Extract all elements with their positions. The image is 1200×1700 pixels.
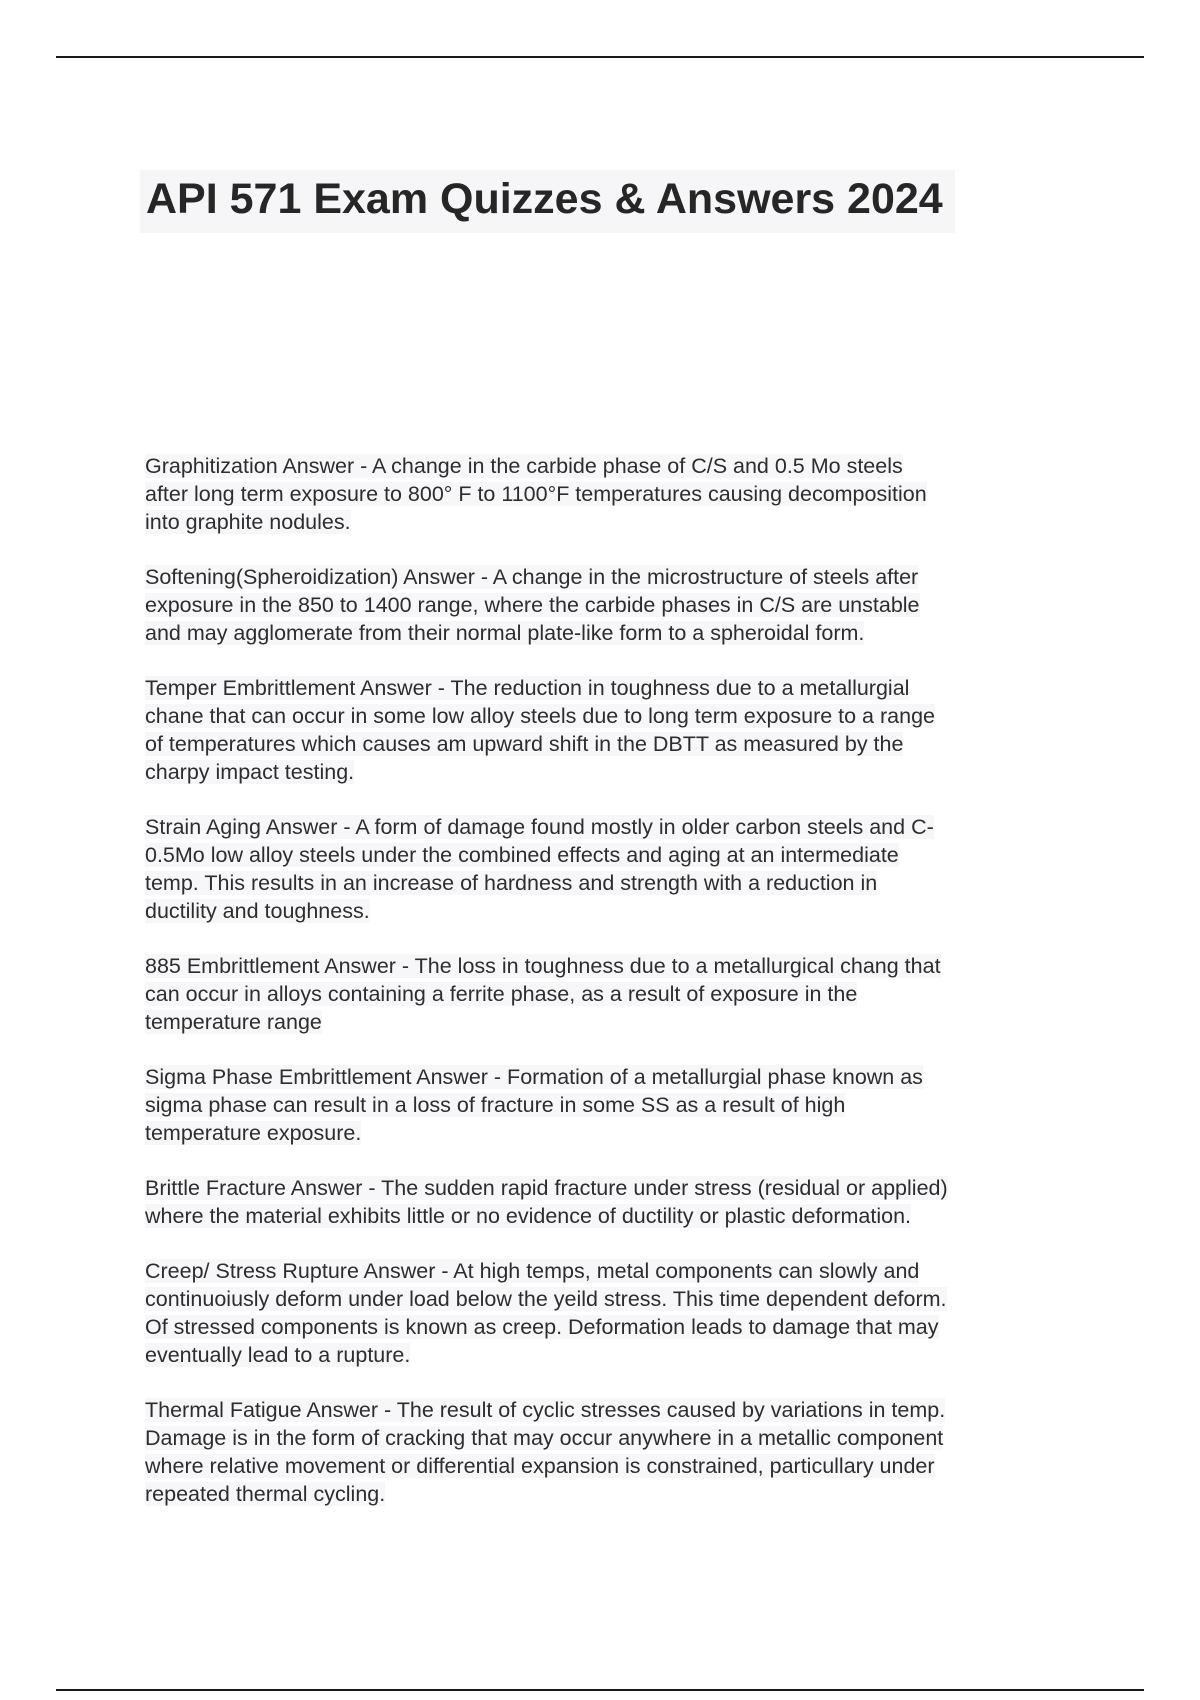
qa-entry-line: ductility and toughness. bbox=[145, 899, 370, 923]
qa-entry-line: Strain Aging Answer - A form of damage found mostly in older carbon steels and C- bbox=[145, 815, 934, 839]
qa-entry-line: temperature exposure. bbox=[145, 1121, 362, 1145]
qa-entry-line: 885 Embrittlement Answer - The loss in toughness due to a metallurgical chang that bbox=[145, 954, 941, 978]
qa-entry-text bbox=[145, 452, 1060, 536]
qa-entry-text bbox=[145, 1396, 1060, 1508]
qa-entry-line: Thermal Fatigue Answer - The result of cyclic stresses caused by variations in temp. bbox=[145, 1398, 946, 1422]
qa-entry-line: Brittle Fracture Answer - The sudden rapid fracture under stress (residual or applied) bbox=[145, 1176, 948, 1200]
qa-entry-line: where the material exhibits little or no evidence of ductility or plastic deformation. bbox=[145, 1204, 912, 1228]
qa-entry-text bbox=[145, 1174, 1060, 1230]
qa-entry-line: after long term exposure to 800° F to 1100°F temperatures causing decomposition bbox=[145, 482, 927, 506]
qa-entry-line: Softening(Spheroidization) Answer - A change in the microstructure of steels after bbox=[145, 565, 919, 589]
qa-entry-line: repeated thermal cycling. bbox=[145, 1482, 386, 1506]
qa-entry-line: Creep/ Stress Rupture Answer - At high temps, metal components can slowly and bbox=[145, 1259, 920, 1283]
qa-entry-line: into graphite nodules. bbox=[145, 510, 351, 534]
qa-entry bbox=[145, 1257, 1060, 1369]
qa-entry-line: continuoiusly deform under load below the yeild stress. This time dependent deform. bbox=[145, 1287, 947, 1311]
qa-entry bbox=[145, 813, 1060, 925]
bottom-rule bbox=[56, 1689, 1144, 1691]
qa-entry bbox=[145, 1063, 1060, 1147]
qa-entry-line: Damage is in the form of cracking that may occur anywhere in a metallic component bbox=[145, 1426, 944, 1450]
qa-entry-line: sigma phase can result in a loss of fracture in some SS as a result of high bbox=[145, 1093, 846, 1117]
qa-entry-line: chane that can occur in some low alloy steels due to long term exposure to a range bbox=[145, 704, 935, 728]
qa-entry-text bbox=[145, 674, 1060, 786]
qa-entry-line: Temper Embrittlement Answer - The reduction in toughness due to a metallurgial bbox=[145, 676, 910, 700]
top-rule bbox=[56, 56, 1144, 58]
qa-entry-line: can occur in alloys containing a ferrite phase, as a result of exposure in the bbox=[145, 982, 858, 1006]
qa-entry-line: exposure in the 850 to 1400 range, where the carbide phases in C/S are unstable bbox=[145, 593, 920, 617]
qa-entry bbox=[145, 674, 1060, 786]
qa-entry-text bbox=[145, 813, 1060, 925]
qa-entry-line: and may agglomerate from their normal plate-like form to a spheroidal form. bbox=[145, 621, 865, 645]
qa-entry-line: of temperatures which causes am upward shift in the DBTT as measured by the bbox=[145, 732, 904, 756]
qa-entry-text bbox=[145, 952, 1060, 1036]
qa-entry bbox=[145, 563, 1060, 647]
qa-entry bbox=[145, 1174, 1060, 1230]
qa-entry-line: where relative movement or differential expansion is constrained, particullary under bbox=[145, 1454, 935, 1478]
page-title: API 571 Exam Quizzes & Answers 2024 bbox=[140, 170, 955, 233]
qa-entry-text bbox=[145, 1257, 1060, 1369]
qa-entry bbox=[145, 952, 1060, 1036]
qa-entry-text bbox=[145, 563, 1060, 647]
qa-list bbox=[145, 452, 1060, 1535]
qa-entry-line: Of stressed components is known as creep. Deformation leads to damage that may bbox=[145, 1315, 939, 1339]
qa-entry-line: charpy impact testing. bbox=[145, 760, 355, 784]
qa-entry bbox=[145, 452, 1060, 536]
qa-entry-text bbox=[145, 1063, 1060, 1147]
qa-entry-line: temperature range bbox=[145, 1010, 322, 1034]
qa-entry-line: 0.5Mo low alloy steels under the combined effects and aging at an intermediate bbox=[145, 843, 899, 867]
qa-entry-line: eventually lead to a rupture. bbox=[145, 1343, 411, 1367]
qa-entry-line: temp. This results in an increase of hardness and strength with a reduction in bbox=[145, 871, 878, 895]
qa-entry-line: Sigma Phase Embrittlement Answer - Formation of a metallurgial phase known as bbox=[145, 1065, 923, 1089]
qa-entry-line: Graphitization Answer - A change in the carbide phase of C/S and 0.5 Mo steels bbox=[145, 454, 903, 478]
qa-entry bbox=[145, 1396, 1060, 1508]
